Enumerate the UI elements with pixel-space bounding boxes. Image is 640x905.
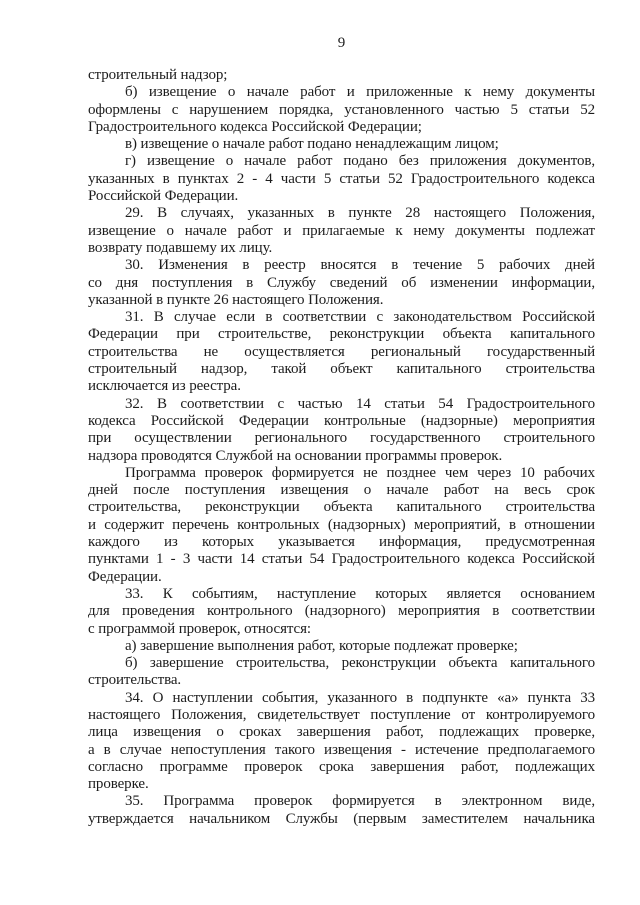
paragraph [88, 67, 595, 84]
text-line: Градостроительного кодекса Российской Федерации; [88, 118, 422, 135]
paragraph [88, 690, 595, 794]
paragraph [88, 396, 595, 465]
text-line: Российской Федерации. [88, 188, 239, 205]
text-line: 31. В случае если в соответствии с законодательством Российской [125, 309, 595, 326]
text-line: оформлены с нарушением порядка, установленного частью 5 статьи 52 [88, 101, 595, 118]
paragraph [88, 655, 595, 690]
text-line: исключается из реестра. [88, 378, 241, 395]
text-line: 29. В случаях, указанных в пункте 28 настоящего Положения, [125, 205, 595, 222]
text-line: со дня поступления в Службу сведений об изменении информации, [88, 274, 595, 291]
text-line: 33. К событиям, наступление которых является основанием [125, 585, 595, 602]
text-line: строительства не осуществляется региональный государственный [88, 343, 595, 360]
paragraph [88, 638, 595, 655]
page-number: 9 [337, 35, 346, 51]
text-line: строительный надзор; [88, 67, 228, 83]
text-line: строительства. [88, 672, 182, 689]
text-line: настоящего Положения, свидетельствует поступление от контролируемого [88, 706, 595, 723]
paragraph [88, 586, 595, 638]
text-line: с программой проверок, относятся: [88, 620, 311, 637]
text-line: и содержит перечень контрольных (надзорных) мероприятий, в отношении [88, 516, 595, 533]
paragraph [88, 257, 595, 309]
text-line: указанной в пункте 26 настоящего Положения. [88, 291, 384, 308]
paragraph [88, 136, 595, 153]
paragraph [88, 84, 595, 136]
text-line: б) извещение о начале работ и приложенные к нему документы [125, 84, 595, 101]
text-line: Федерации при строительстве, реконструкции объекта капитального [88, 326, 595, 343]
text-line: пунктами 1 - 3 части 14 статьи 54 Градостроительного кодекса Российской [88, 551, 595, 568]
text-line: а в случае непоступления такого извещения - истечение предполагаемого [88, 741, 595, 758]
paragraph [88, 309, 595, 395]
text-line: Федерации. [88, 568, 162, 585]
text-line: б) завершение строительства, реконструкции объекта капитального [125, 655, 595, 672]
text-line: 32. В соответствии с частью 14 статьи 54 Градостроительного [125, 395, 595, 412]
text-line: при осуществлении регионального государственного строительного [88, 430, 595, 447]
text-line: 34. О наступлении события, указанного в подпункте «а» пункта 33 [125, 689, 595, 706]
text-line: надзора проводятся Службой на основании программы проверок. [88, 447, 503, 464]
text-line: каждого из которых указывается информация, предусмотренная [88, 534, 595, 551]
text-line: извещение о начале работ и прилагаемые к нему документы подлежат [88, 222, 595, 239]
text-line: в) извещение о начале работ подано ненадлежащим лицом; [125, 136, 499, 153]
paragraph [88, 153, 595, 205]
paragraph [88, 465, 595, 586]
text-line: указанных в пунктах 2 - 4 части 5 статьи 52 Градостроительного кодекса [88, 170, 595, 187]
text-line: утверждается начальником Службы (первым заместителем начальника [88, 810, 595, 827]
document-body [88, 67, 595, 828]
text-line: 35. Программа проверок формируется в электронном виде, [125, 793, 595, 810]
text-line: строительный надзор, такой объект капитального строительства [88, 361, 595, 378]
text-line: г) извещение о начале работ подано без приложения документов, [125, 153, 595, 170]
text-line: возврату подавшему их лицу. [88, 239, 273, 256]
text-line: согласно программе проверок срока завершения работ, подлежащих [88, 758, 595, 775]
text-line: лица извещения о сроках завершения работ, подлежащих проверке, [88, 724, 595, 741]
text-line: а) завершение выполнения работ, которые подлежат проверке; [125, 637, 518, 654]
text-line: кодекса Российской Федерации контрольные (надзорные) мероприятия [88, 412, 595, 429]
text-line: Программа проверок формируется не позднее чем через 10 рабочих [125, 464, 595, 481]
paragraph [88, 793, 595, 828]
text-line: проверке. [88, 776, 149, 793]
text-line: для проведения контрольного (надзорного) мероприятия в соответствии [88, 603, 595, 620]
text-line: строительства, реконструкции объекта капитального строительства [88, 499, 595, 516]
paragraph [88, 205, 595, 257]
text-line: 30. Изменения в реестр вносятся в течение 5 рабочих дней [125, 257, 595, 274]
text-line: дней после поступления извещения о начале работ на весь срок [88, 482, 595, 499]
